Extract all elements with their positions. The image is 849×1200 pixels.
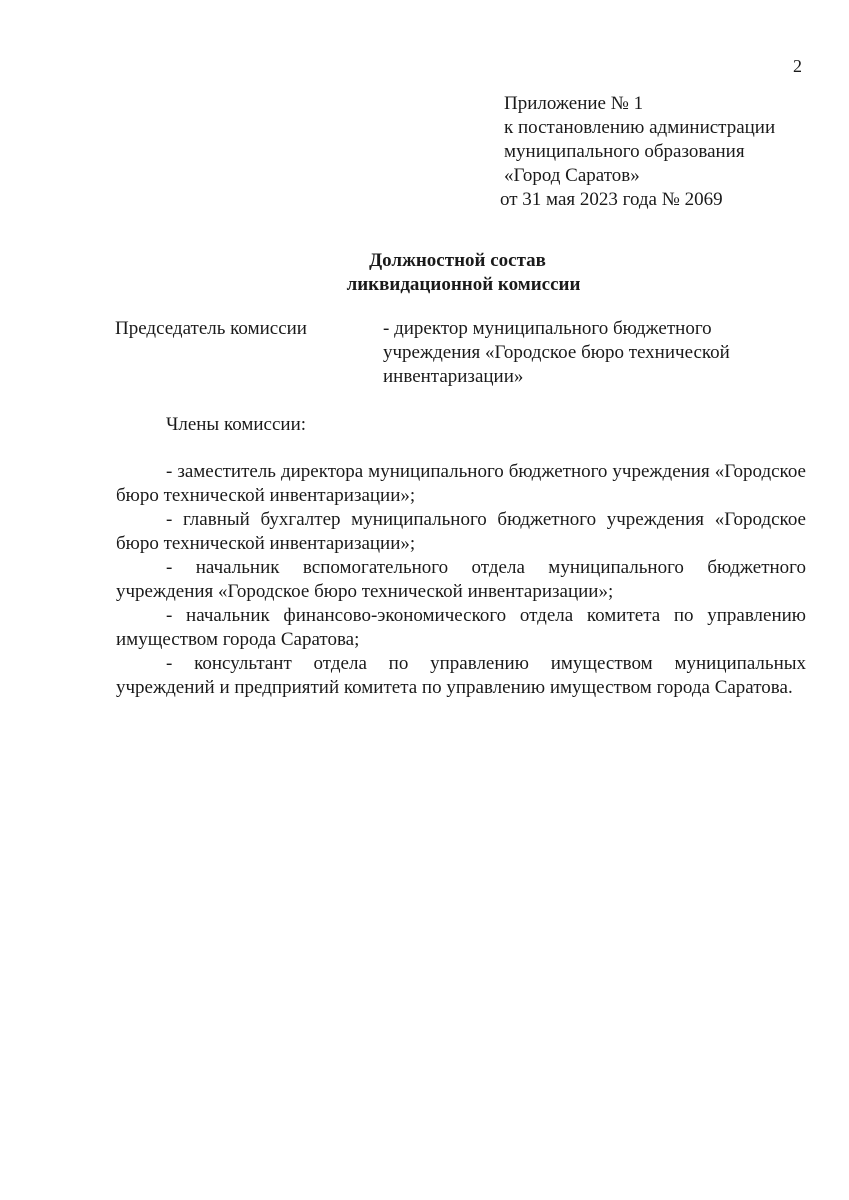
member-item: - главный бухгалтер муниципального бюджетного учреждения «Городское бюро технической инвентаризации»; [116, 509, 806, 554]
appendix-reference: к постановлению администрации [504, 117, 776, 138]
title-line-2: ликвидационной комиссии [346, 274, 581, 295]
page-number: 2 [793, 56, 802, 76]
appendix-city: «Город Саратов» [504, 165, 640, 186]
appendix-date: от 31 мая 2023 года № 2069 [500, 189, 723, 210]
chair-label: Председатель комиссии [115, 318, 307, 339]
title-line-1: Должностной состав [369, 250, 546, 271]
member-item: - консультант отдела по управлению имуществом муниципальных учреждений и предприятий комитета по управлению имуществом города Саратова. [116, 653, 806, 698]
member-item: - заместитель директора муниципального бюджетного учреждения «Городское бюро технической инвентаризации»; [116, 461, 806, 506]
member-item: - начальник финансово-экономического отдела комитета по управлению имуществом города Саратова; [116, 605, 806, 650]
appendix-number: Приложение № 1 [504, 93, 644, 114]
document-title [0, 249, 849, 297]
appendix-header [500, 92, 820, 212]
chair-value [383, 317, 803, 389]
chair-value-line: инвентаризации» [383, 366, 524, 387]
members-label: Члены комиссии: [166, 414, 307, 435]
members-list [116, 460, 806, 700]
chair-value-line: учреждения «Городское бюро технической [383, 342, 730, 363]
appendix-municipality: муниципального образования [504, 141, 745, 162]
member-item: - начальник вспомогательного отдела муниципального бюджетного учреждения «Городское бюро технической инвентаризации»; [116, 557, 806, 602]
chair-value-line: - директор муниципального бюджетного [383, 318, 712, 339]
